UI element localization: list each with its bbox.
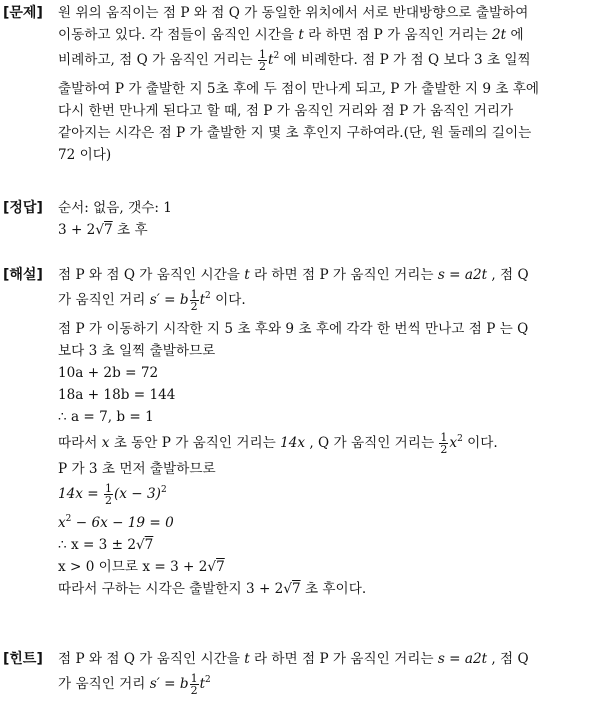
fraction: $\frac{1}{2}$ <box>105 482 112 507</box>
solution-tag: [해설] <box>3 267 43 283</box>
problem-line: 비례하고, 점 Q 가 움직인 거리는 $\frac{1}{2}$ $t^2$ 에 비례한다. 점 P 가 점 Q 보다 3 초 일찍 <box>58 48 531 73</box>
equation-line: ∴ x = 3 ± 2√7 <box>58 537 154 553</box>
problem-line: 같아지는 시각은 점 P 가 출발한 지 몇 초 후인지 구하여라.(단, 원 둘레의 길이는 <box>58 125 532 141</box>
problem-line: 72 이다) <box>58 147 112 163</box>
hint-tag: [힌트] <box>3 651 43 667</box>
solution-line: 점 P 와 점 Q 가 움직인 시간을 t 라 하면 점 P 가 움직인 거리는 s = a2t , 점 Q <box>58 267 529 283</box>
fraction: $\frac{1}{2}$ <box>440 431 448 456</box>
answer-tag: [정답] <box>3 200 43 216</box>
fraction: $\frac{1}{2}$ <box>190 672 198 697</box>
equation-line: x > 0 이므로 x = 3 + 2√7 <box>58 559 225 575</box>
equation-line: $x^2 - 6x - 19 = 0$ <box>58 514 174 531</box>
answer-body <box>58 197 588 241</box>
problem-line: 다시 한번 만나게 된다고 할 때, 점 P 가 움직인 거리와 점 P 가 움직인 거리가 <box>58 103 514 119</box>
answer-line: 3 + 2√7 초 후 <box>58 222 148 238</box>
hint-line: 점 P 와 점 Q 가 움직인 시간을 t 라 하면 점 P 가 움직인 거리는 s = a2t , 점 Q <box>58 651 529 667</box>
solution-line: 점 P 가 이동하기 시작한 지 5 초 후와 9 초 후에 각각 한 번씩 만나고 점 P 는 Q <box>58 321 529 337</box>
equation-line: 18a + 18b = 144 <box>58 387 176 403</box>
solution-line: P 가 3 초 먼저 출발하므로 <box>58 461 216 477</box>
problem-line: 원 위의 움직이는 점 P 와 점 Q 가 동일한 위치에서 서로 반대방향으로 출발하여 <box>58 5 529 21</box>
answer-line: 순서: 없음, 갯수: 1 <box>58 200 172 216</box>
fraction: $\frac{1}{2}$ <box>258 48 266 73</box>
problem-line: 이동하고 있다. 각 점들이 움직인 시간을 t 라 하면 점 P 가 움직인 거리는 2t 에 <box>58 27 524 43</box>
problem-body <box>58 2 588 166</box>
problem-tag: [문제] <box>3 5 43 21</box>
solution-line: 보다 3 초 일찍 출발하므로 <box>58 343 216 359</box>
fraction: $\frac{1}{2}$ <box>190 288 198 313</box>
problem-line: 출발하여 P 가 출발한 지 5초 후에 두 점이 만나게 되고, P 가 출발한 지 9 초 후에 <box>58 81 540 97</box>
solution-body <box>58 264 588 600</box>
equation-line: 10a + 2b = 72 <box>58 365 159 381</box>
solution-line: 따라서 구하는 시각은 출발한지 3 + 2√7 초 후이다. <box>58 581 367 597</box>
hint-line: 가 움직인 거리 s′ = b $\frac{1}{2}$ $t^2$ <box>58 672 211 697</box>
hint-body <box>58 648 588 702</box>
equation-line: ∴ a = 7, b = 1 <box>58 409 154 425</box>
solution-line: 가 움직인 거리 s′ = b $\frac{1}{2}$ $t^2$ 이다. <box>58 288 246 313</box>
solution-line: 따라서 x 초 동안 P 가 움직인 거리는 14x , Q 가 움직인 거리는 $\frac{1}{2}$ $x^2$ 이다. <box>58 431 498 456</box>
equation-line: 14x = $\frac{1}{2}$ $(x - 3)^2$ <box>58 482 167 507</box>
